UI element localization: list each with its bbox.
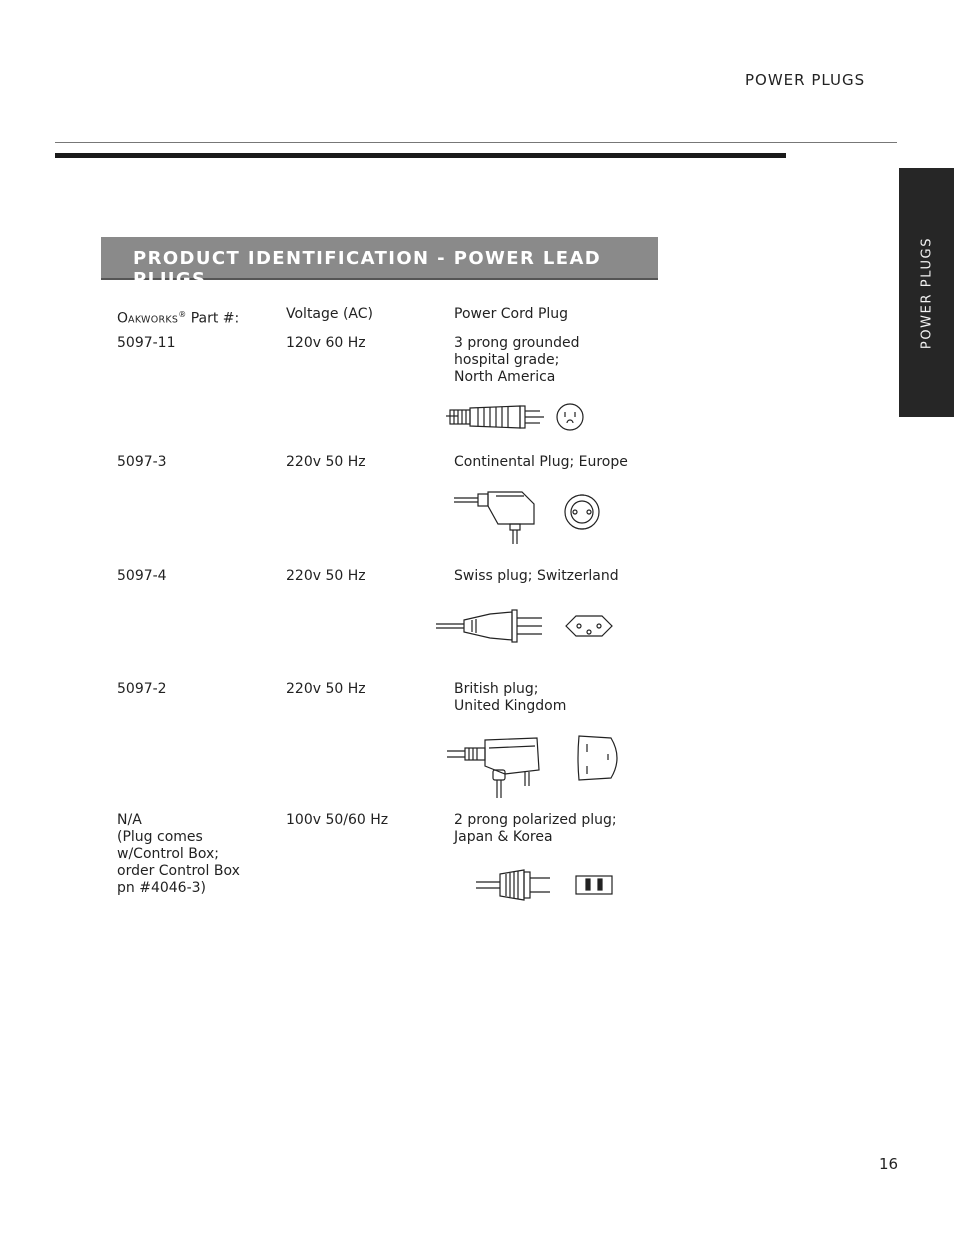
row-plug-description: Swiss plug; Switzerland bbox=[454, 568, 619, 584]
part-number-header-label: Part #: bbox=[186, 310, 240, 327]
section-banner-title: PRODUCT IDENTIFICATION - POWER LEAD PLUGS bbox=[133, 248, 602, 290]
row-voltage: 220v 50 Hz bbox=[286, 568, 366, 584]
plug-header: Power Cord Plug bbox=[454, 306, 569, 322]
side-tab-label: POWER PLUGS bbox=[919, 236, 934, 349]
side-section-tab[interactable] bbox=[899, 168, 954, 417]
row-part-number: 5097-4 bbox=[117, 568, 167, 584]
row-part-number: N/A (Plug comes w/Control Box; order Control Box pn #4046-3) bbox=[117, 812, 240, 896]
continental-europe-plug-icon bbox=[452, 484, 612, 546]
voltage-header: Voltage (AC) bbox=[286, 306, 373, 322]
row-plug-description: 3 prong grounded hospital grade; North America bbox=[454, 335, 580, 385]
section-banner bbox=[101, 237, 658, 290]
us-hospital-grade-plug-icon bbox=[444, 398, 589, 438]
row-voltage: 220v 50 Hz bbox=[286, 681, 366, 697]
swiss-plug-icon bbox=[434, 608, 614, 644]
registered-mark: ® bbox=[178, 310, 187, 319]
row-part-number: 5097-11 bbox=[117, 335, 176, 351]
row-voltage: 120v 60 Hz bbox=[286, 335, 366, 351]
header-thin-rule bbox=[55, 142, 897, 143]
row-voltage: 100v 50/60 Hz bbox=[286, 812, 389, 828]
part-number-header bbox=[117, 306, 239, 329]
running-header-title: POWER PLUGS bbox=[745, 71, 866, 89]
page-number: 16 bbox=[879, 1155, 899, 1173]
japan-korea-plug-icon bbox=[474, 866, 616, 902]
brand-initial: O bbox=[117, 310, 129, 327]
row-part-number: 5097-2 bbox=[117, 681, 167, 697]
brand-name-smallcaps: AKWORKS bbox=[128, 314, 179, 326]
row-plug-description: Continental Plug; Europe bbox=[454, 454, 628, 470]
row-plug-description: British plug; United Kingdom bbox=[454, 681, 567, 714]
row-part-number: 5097-3 bbox=[117, 454, 167, 470]
british-plug-icon bbox=[445, 730, 625, 802]
row-voltage: 220v 50 Hz bbox=[286, 454, 366, 470]
row-plug-description: 2 prong polarized plug; Japan & Korea bbox=[454, 812, 617, 845]
header-thick-rule bbox=[55, 153, 786, 158]
